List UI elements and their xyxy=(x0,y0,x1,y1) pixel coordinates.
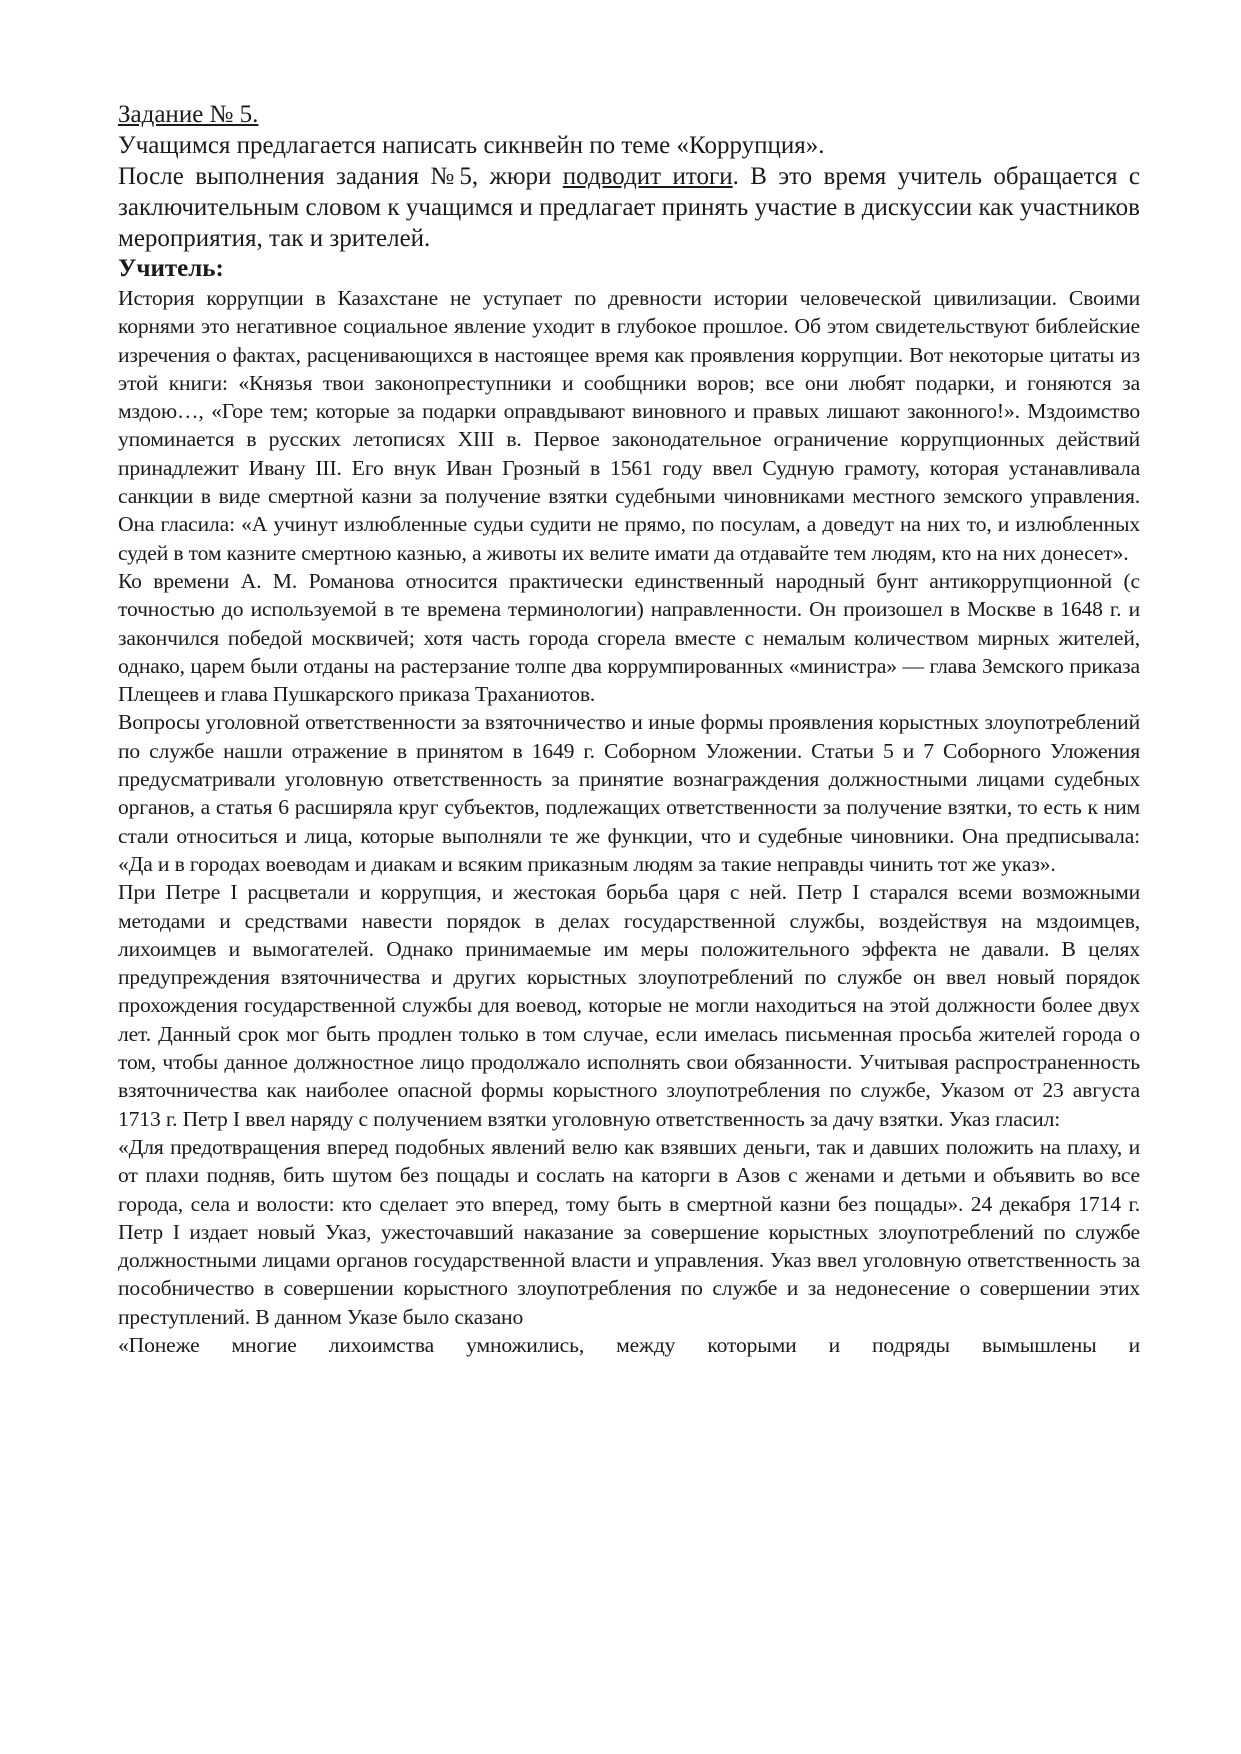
paragraph-ukaz-quote: «Для предотвращения вперед подобных явлений велю как взявших деньги, так и давших положить на плаху, и от плахи подняв, бить шутом без пощады и сослать на каторги в Азов с женами и детьми и объявить во все города, села и волости: кто сделает это вперед, тому быть в смертной казни без пощады». 24 декабря 1714 г. Петр I издает новый Указ, ужесточавший наказание за совершение корыстных злоупотреблений по службе должностными лицами органов государственной власти и управления. Указ ввел уголовную ответственность за пособничество в совершении корыстного злоупотребления по службе и за недонесение о совершении этих преступлений. В данном Указе было сказано xyxy=(118,1134,1140,1329)
teacher-label: Учитель: xyxy=(118,255,224,282)
intro-text-after: . В это время учитель обращается с заключительным словом к учащимся и предлагает принять участие в дискуссии как участников мероприятия, так и зрителей. xyxy=(118,163,1140,252)
intro-text-before: После выполнения задания №5, жюри xyxy=(118,163,563,190)
paragraph-ukaz-1714-quote: «Понеже многие лихоимства умножились, между которыми и подряды вымышлены и xyxy=(118,1332,1140,1357)
paragraph-peter-first: При Петре I расцветали и коррупция, и жестокая борьба царя с ней. Петр I старался всеми возможными методами и средствами навести порядок в делах государственной службы, воздействуя на мздоимцев, лихоимцев и вымогателей. Однако принимаемые им меры положительного эффекта не давали. В целях предупреждения взяточничества и других корыстных злоупотреблений по службе он ввел новый порядок прохождения государственной службы для воевод, которые не могли находиться на этой должности более двух лет. Данный срок мог быть продлен только в том случае, если имелась письменная просьба жителей города о том, чтобы данное должностное лицо продолжало исполнять свои обязанности. Учитывая распространенность взяточничества как наиболее опасной формы корыстного злоупотребления по службе, Указом от 23 августа 1713 г. Петр I ввел наряду с получением взятки уголовную ответственность за дачу взятки. Указ гласил: xyxy=(118,880,1140,1131)
paragraph-history: История коррупции в Казахстане не уступает по древности истории человеческой цивилизации. Своими корнями это негативное социальное явление уходит в глубокое прошлое. Об этом свидетельствуют библейские изречения о фактах, расценивающихся в настоящее время как проявления коррупции. Вот некоторые цитаты из этой книги: «Князья твои законопреступники и сообщники воров; все они любят подарки, и гоняются за мздою…, «Горе тем; которые за подарки оправдывают виновного и правых лишают законного!». Мздоимство упоминается в русских летописях XIII в. Первое законодательное ограничение коррупционных действий принадлежит Ивану III. Его внук Иван Грозный в 1561 году ввел Судную грамоту, которая устанавливала санкции в виде смертной казни за получение взятки судебными чиновниками местного земского управления. Она гласила: «А учинут излюбленные судьи судити не прямо, по посулам, а доведут на них то, и излюбленных судей в том казните смертною казнью, а животы их велите имати да отдавайте тем людям, кто на них донесет». xyxy=(118,286,1140,565)
intro-underlined-phrase: подводит итоги xyxy=(562,163,733,190)
task-title: Задание № 5. xyxy=(118,101,259,128)
paragraph-sobornoe-ulozhenie: Вопросы уголовной ответственности за взяточничество и иные формы проявления корыстных злоупотреблений по службе нашли отражение в принятом в 1649 г. Соборном Уложении. Статьи 5 и 7 Соборного Уложения предусматривали уголовную ответственность за принятие вознаграждения должностными лицами судебных органов, а статья 6 расширяла круг субъектов, подлежащих ответственности за получение взятки, то есть к ним стали относиться и лица, которые выполняли те же функции, что и судебные чиновники. Она предписывала: «Да и в городах воеводам и диакам и всяким приказным людям за такие неправды чинить тот же указ». xyxy=(118,710,1140,876)
page-content xyxy=(118,100,1140,1359)
paragraph-romanov: Ко времени А. М. Романова относится практически единственный народный бунт антикоррупционной (с точностью до используемой в те времена терминологии) направленности. Он произошел в Москве в 1648 г. и закончился победой москвичей; хотя часть города сгорела вместе с немалым количеством мирных жителей, однако, царем были отданы на растерзание толпе два коррумпированных «министра» — глава Земского приказа Плещеев и глава Пушкарского приказа Траханиотов. xyxy=(118,568,1140,707)
intro-paragraph-2 xyxy=(118,161,1140,254)
intro-line-1: Учащимся предлагается написать сикнвейн по теме «Коррупция». xyxy=(118,132,825,159)
